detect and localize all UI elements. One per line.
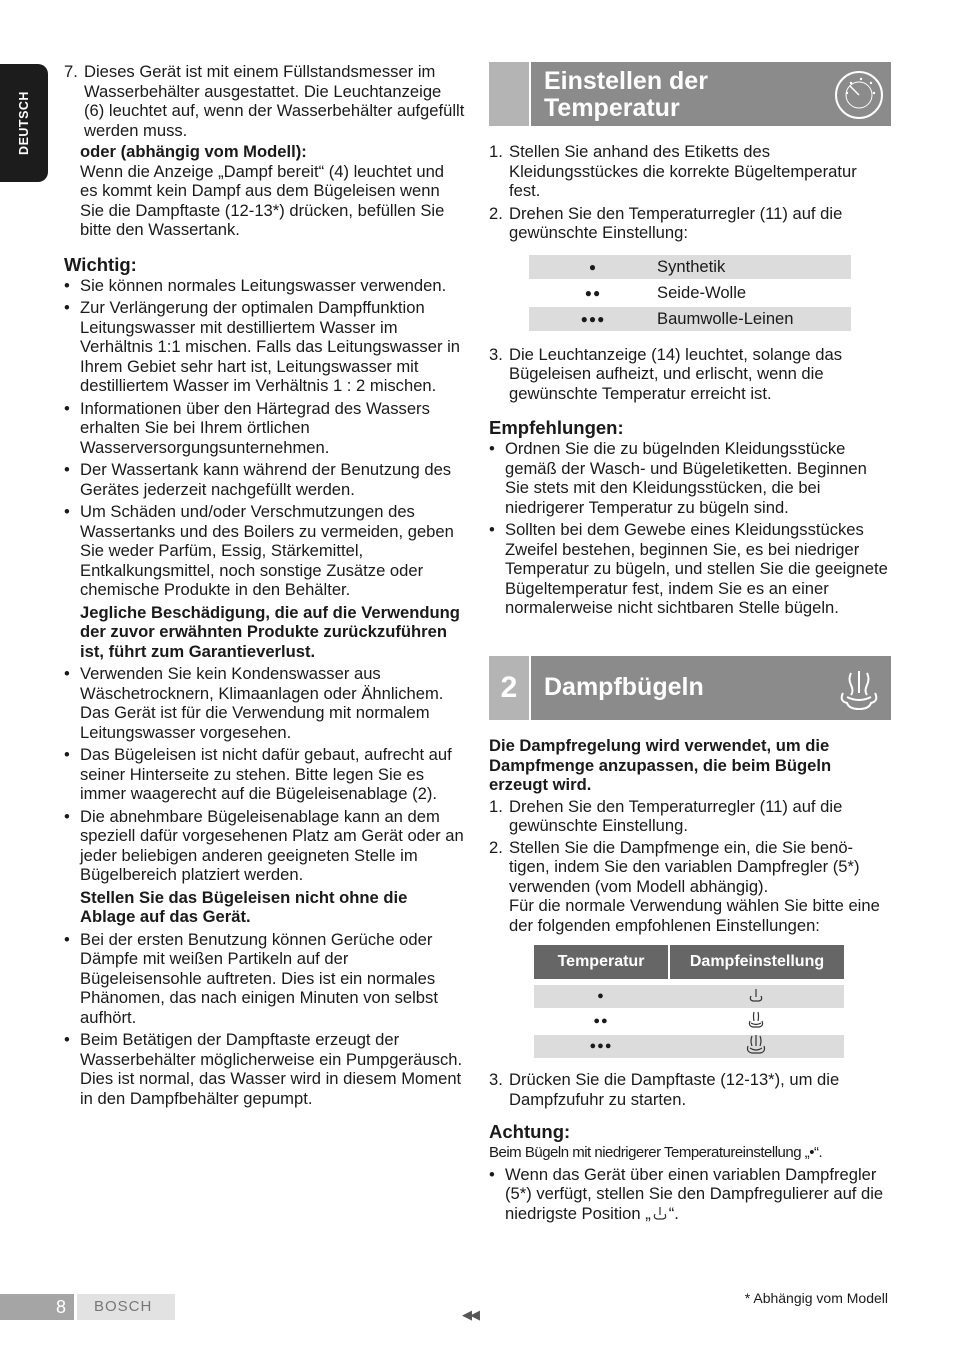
right-column bbox=[489, 62, 891, 621]
wichtig-heading: Wichtig: bbox=[64, 253, 137, 275]
table-header bbox=[534, 945, 844, 979]
step-text: Stellen Sie die Dampfmenge ein, die Sie benö-tigen, indem Sie den variablen Dampfregler (5*) verwenden (vom Modell abhängig). bbox=[509, 837, 860, 896]
steam-level-1-icon bbox=[747, 986, 765, 1002]
list-item: • Informationen über den Härtegrad des Wassers erhalten Sie bei Ihrem örtlichen Wasserversorgungsunternehmen. bbox=[64, 399, 466, 458]
steam-intro: Die Dampfregelung wird verwendet, um die Dampfmenge anzupassen, die beim Bügeln erzeugt wird. bbox=[489, 736, 832, 794]
table-row bbox=[534, 1035, 844, 1058]
empfehlungen-list bbox=[489, 439, 891, 618]
table-row bbox=[529, 307, 851, 331]
step-number: 2. bbox=[489, 837, 503, 857]
fabric-label: Baumwolle-Leinen bbox=[657, 308, 794, 328]
section-title: Dampfbügeln bbox=[544, 673, 704, 701]
header-steam: Dampfeinstellung bbox=[670, 945, 844, 979]
table-row bbox=[534, 1010, 844, 1033]
list-item: • Um Schäden und/oder Verschmutzungen des Wassertanks und des Boilers zu vermeiden, geben Sie weder Parfüm, Essig, Stärkemittel, Entkalkungsmittel, noch sonstige Zusätze oder chemische Produkte in den Behälter. bbox=[64, 502, 466, 600]
steam-level-3-icon bbox=[745, 1034, 767, 1055]
empfehlungen-heading: Empfehlungen: bbox=[489, 417, 624, 438]
list-item: • Verwenden Sie kein Kondenswasser aus Wäschetrocknern, Klimaanlagen oder Ähnlichem. Das Gerät ist für die Verwendung mit normalem Leitungswasser vorgesehen. bbox=[64, 664, 466, 742]
temp-dots: ●● bbox=[584, 285, 602, 300]
list-item: • Beim Betätigen der Dampftaste erzeugt der Wasserbehälter möglicherweise ein Pumpgeräusch. Dies ist normal, das Wasser wird in diesem Moment in den Dampfbehälter gepumpt. bbox=[64, 1030, 466, 1108]
step-7 bbox=[64, 62, 466, 140]
step-number: 3. bbox=[489, 344, 503, 364]
page-number: 8 bbox=[55, 1297, 66, 1317]
ablage-note: Stellen Sie das Bügeleisen nicht ohne die Ablage auf das Gerät. bbox=[80, 887, 408, 926]
steam-settings-table bbox=[534, 945, 844, 1058]
step-text: Für die normale Verwendung wählen Sie bitte eine der folgenden empfohlenen Einstellungen: bbox=[509, 896, 880, 935]
step-number: 1. bbox=[489, 796, 503, 816]
language-tab bbox=[0, 64, 48, 182]
step-7-number: 7. bbox=[64, 62, 78, 81]
section-banner-steam bbox=[489, 656, 891, 720]
temp-step-1 bbox=[489, 142, 891, 201]
oder-label: oder (abhängig vom Modell): bbox=[80, 142, 307, 161]
step-number: 1. bbox=[489, 142, 503, 161]
section-number-box bbox=[489, 62, 531, 126]
list-item: • Das Bügeleisen ist nicht dafür gebaut, aufrecht auf seiner Hinterseite zu stehen. Bitte legen Sie es immer waagerecht auf die Bügeleisenablage (2). bbox=[64, 745, 466, 804]
table-row bbox=[529, 281, 851, 305]
achtung-bullet-end: “. bbox=[668, 1203, 679, 1223]
temp-dots: ● bbox=[597, 989, 605, 1002]
list-item: • Bei der ersten Benutzung können Gerüche oder Dämpfe mit weißen Partikeln auf der Bügeleisensohle auftreten. Dies ist ein normales Phänomen, das nach einigen Minuten von selbst aufhört. bbox=[64, 930, 466, 1028]
brand-label: BOSCH bbox=[94, 1298, 153, 1315]
left-column bbox=[64, 62, 466, 1111]
step-text: Die Leuchtanzeige (14) leuchtet, solange das Bügeleisen aufheizt, und erlischt, wenn die gewünschte Temperatur erreicht ist. bbox=[509, 344, 843, 403]
achtung-line: Beim Bügeln mit niedrigerer Temperatureinstellung „•“. bbox=[489, 1144, 823, 1161]
wichtig-list bbox=[64, 276, 466, 1109]
temp-dots: ●●● bbox=[589, 1039, 613, 1052]
temp-step-2 bbox=[489, 204, 891, 243]
steam-step-3 bbox=[489, 1070, 891, 1109]
list-item: • Sie können normales Leitungswasser verwenden. bbox=[64, 276, 466, 296]
list-item: • Sollten bei dem Gewebe eines Kleidungsstückes Zweifel bestehen, beginnen Sie, es bei niedriger Temperatur zu bügeln, und stellen Sie die geeignete Bügeltemperatur fest, indem Sie es an einer normalerweise nicht sichtbaren Stelle bügeln. bbox=[489, 520, 891, 618]
fabric-label: Synthetik bbox=[657, 256, 726, 276]
achtung-bullet-text: Wenn das Gerät über einen variablen Dampfregler (5*) verfügt, stellen Sie den Dampfregulierer auf die niedrigste Position „ bbox=[505, 1164, 884, 1223]
temp-dots: ●●● bbox=[580, 311, 606, 326]
step-text: Drücken Sie die Dampftaste (12-13*), um die Dampfzufuhr zu starten. bbox=[509, 1070, 840, 1109]
temperature-table bbox=[529, 255, 851, 331]
page-number-box bbox=[0, 1294, 74, 1320]
steam-step-2 bbox=[489, 838, 891, 936]
steam-level-2-icon bbox=[747, 1010, 765, 1028]
section-banner-temperature bbox=[489, 62, 891, 126]
step-number: 3. bbox=[489, 1070, 503, 1089]
temp-step-3 bbox=[489, 345, 891, 404]
brand-box bbox=[77, 1294, 175, 1320]
page-nav-arrows-icon: ◀◀ bbox=[462, 1307, 478, 1322]
language-tab-label: DEUTSCH bbox=[17, 91, 31, 155]
step-number: 2. bbox=[489, 203, 503, 223]
list-item bbox=[489, 1165, 891, 1224]
step-text: Stellen Sie anhand des Etiketts des Kleidungsstückes die korrekte Bügeltemperatur fest. bbox=[509, 142, 857, 200]
list-item: • Zur Verlängerung der optimalen Dampffunktion Leitungswasser mit destilliertem Wasser im Verhältnis 1:1 mischen. Falls das Leitungswasser in Ihrem Gebiet sehr hart ist, Leitungswasser mit destilliertem Wasser im Verhältnis 1 : 2 mischen. bbox=[64, 298, 466, 396]
step-text: Drehen Sie den Temperaturregler (11) auf die gewünschte Einstellung. bbox=[509, 796, 843, 835]
header-temperature: Temperatur bbox=[534, 945, 668, 979]
table-row bbox=[529, 255, 851, 279]
table-row bbox=[534, 985, 844, 1008]
list-item: • Der Wassertank kann während der Benutzung des Gerätes jederzeit nachgefüllt werden. bbox=[64, 460, 466, 499]
steam-level-1-icon bbox=[651, 1206, 669, 1220]
footnote: * Abhängig vom Modell bbox=[744, 1290, 888, 1306]
section-number-box: 2 bbox=[489, 656, 531, 720]
section-title: Einstellen der Temperatur bbox=[544, 67, 708, 122]
fabric-label: Seide-Wolle bbox=[657, 282, 747, 302]
step-7-text: Dieses Gerät ist mit einem Füllstandsmesser im Wasserbehälter ausgestattet. Die Leuchtanzeige (6) leuchtet auf, wenn der Wasserbehälter aufgefüllt werden muss. bbox=[84, 62, 465, 140]
temperature-dial-icon bbox=[833, 69, 885, 121]
step-text: Drehen Sie den Temperaturregler (11) auf die gewünschte Einstellung: bbox=[509, 203, 843, 242]
steam-icon bbox=[833, 663, 885, 715]
achtung-heading: Achtung: bbox=[489, 1121, 571, 1142]
temp-dots: ●● bbox=[593, 1014, 609, 1027]
oder-text: Wenn die Anzeige „Dampf bereit“ (4) leuchtet und es kommt kein Dampf aus dem Bügeleisen wenn Sie die Dampftaste (12-13*) drücken, befüllen Sie bitte den Wassertank. bbox=[80, 161, 445, 239]
steam-section bbox=[489, 656, 891, 1226]
list-item: • Die abnehmbare Bügeleisenablage kann an dem speziell dafür vorgesehenen Platz am Gerät oder an jeder beliebigen anderen geeigneten Stelle im Bügelbereich platziert werden. bbox=[64, 807, 466, 885]
warranty-note: Jegliche Beschädigung, die auf die Verwendung der zuvor erwähnten Produkte zurückzuführen ist, führt zum Garantieverlust. bbox=[80, 602, 460, 661]
list-item: • Ordnen Sie die zu bügelnden Kleidungsstücke gemäß der Wasch- und Bügeletiketten. Beginnen Sie stets mit den Kleidungsstücken, die bei niedrigerer Temperatur zu bügeln sind. bbox=[489, 439, 891, 517]
steam-step-1 bbox=[489, 797, 891, 836]
temp-dots: ● bbox=[588, 259, 598, 274]
